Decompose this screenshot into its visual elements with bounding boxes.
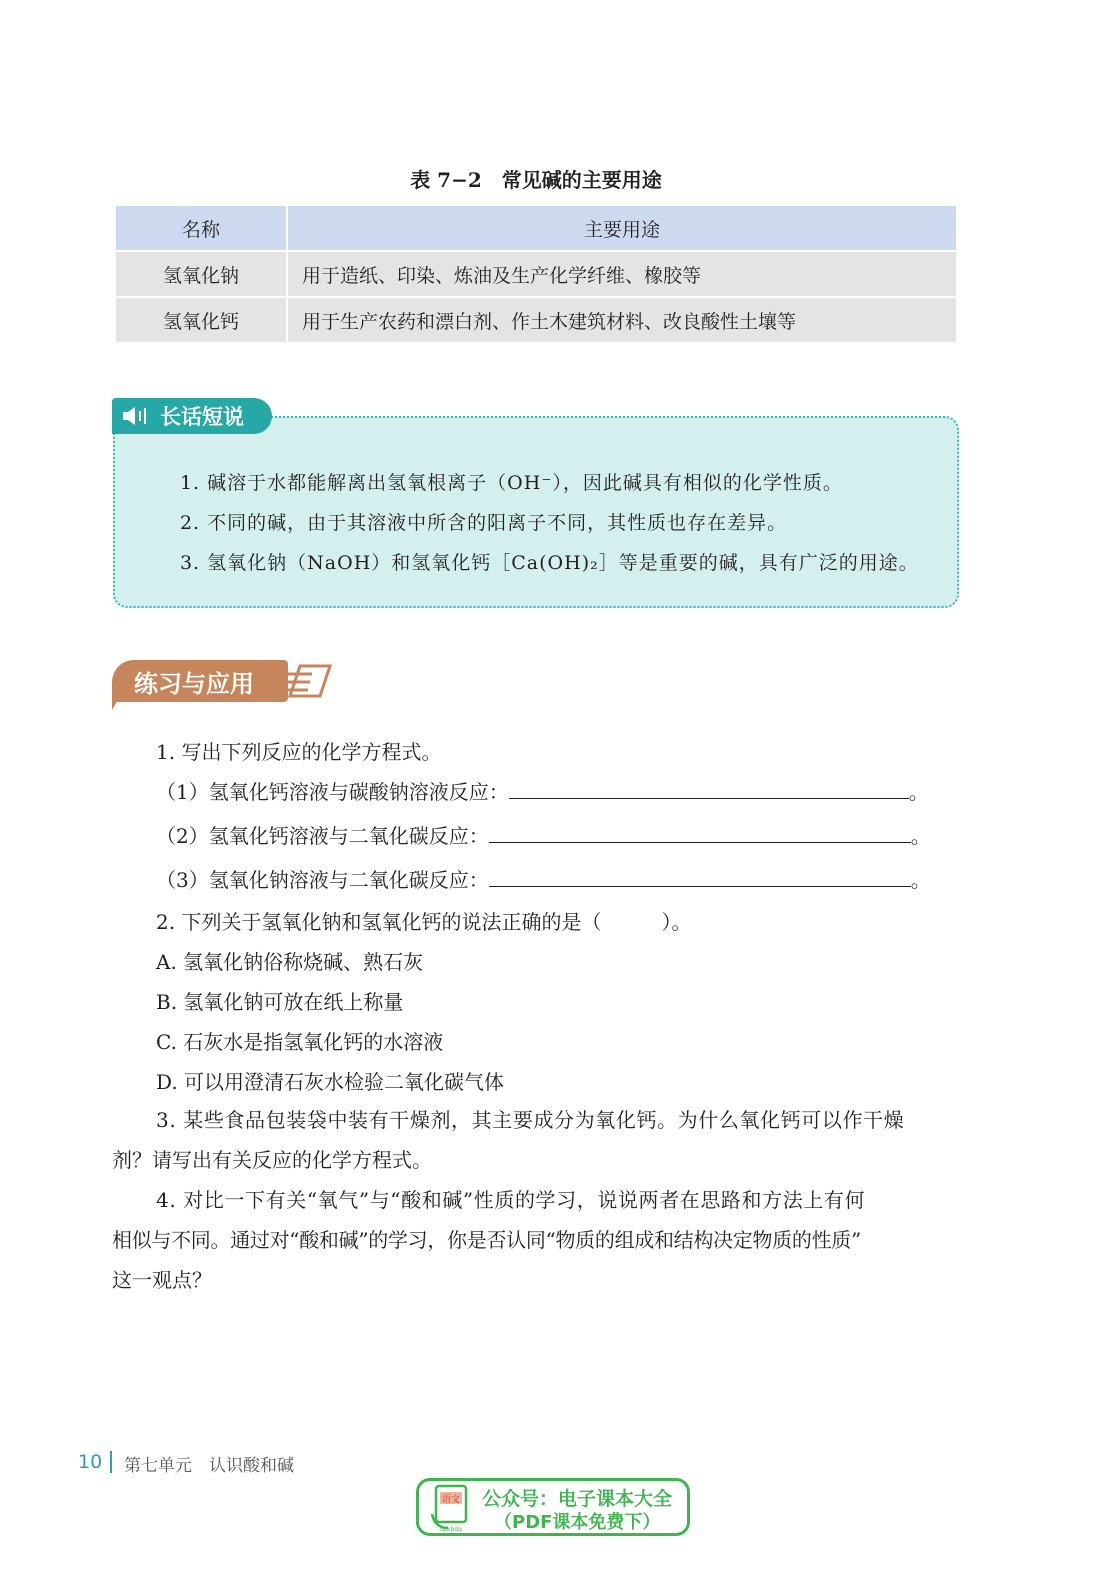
exercise-tab-tail [112,700,118,710]
table-row [115,297,957,343]
table-title: 表 7−2 常见碱的主要用途 [410,168,662,192]
logo-label: 语文 [441,1495,461,1505]
unit-title: 第七单元 认识酸和碱 [124,1456,294,1476]
logo-caption: dzkbdq [440,1526,462,1532]
question-3-line: 剂？请写出有关反应的化学方程式。 [112,1148,432,1172]
summary-tab-label: 长话短说 [160,405,244,429]
question-2: 2. 下列关于氢氧化钠和氢氧化钙的说法正确的是（ ）。 [156,910,692,934]
summary-item: 3. 氢氧化钠（NaOH）和氢氧化钙［Ca(OH)₂］等是重要的碱，具有广泛的用途。 [180,552,919,574]
table-row [115,251,957,297]
part-text: （3）氢氧化钠溶液与二氧化碳反应： [156,868,489,892]
base-uses-table [114,204,958,344]
stamp-line-1: 公众号：电子课本大全 [482,1488,673,1510]
stamp-line-2: （PDF课本免费下） [494,1512,661,1533]
question-4-line: 相似与不同。通过对“酸和碱”的学习，你是否认同“物质的组成和结构决定物质的性质” [112,1228,861,1252]
page-number: 10 [78,1451,103,1473]
question-1: 1. 写出下列反应的化学方程式。 [156,740,442,764]
summary-tab [112,398,272,434]
end-mark: 。 [908,780,929,804]
speaker-icon [122,406,152,426]
summary-item: 1. 碱溶于水都能解离出氢氧根离子（OH⁻），因此碱具有相似的化学性质。 [180,472,843,494]
question-1-part [156,824,956,848]
footer-divider [110,1451,112,1473]
end-mark: 。 [910,868,931,892]
question-3-line: 3. 某些食品包装袋中装有干燥剂，其主要成分为氧化钙。为什么氧化钙可以作干燥 [156,1108,905,1132]
option-c: C. 石灰水是指氢氧化钙的水溶液 [156,1030,444,1054]
end-mark: 。 [910,824,931,848]
answer-blank[interactable] [489,824,911,843]
question-4-line: 这一观点？ [112,1268,212,1292]
option-d: D. 可以用澄清石灰水检验二氧化碳气体 [156,1070,505,1094]
exercise-tab [112,660,288,702]
answer-blank[interactable] [509,780,909,799]
answer-blank[interactable] [489,868,911,887]
cell-name: 氢氧化钙 [115,297,287,343]
book-logo-icon [428,1484,474,1532]
cell-use: 用于生产农药和漂白剂、作土木建筑材料、改良酸性土壤等 [287,297,957,343]
question-1-part [156,868,956,892]
part-text: （1）氢氧化钙溶液与碳酸钠溶液反应： [156,780,509,804]
list-lines-icon [286,664,332,698]
table-header-row [115,205,957,251]
question-4-line: 4. 对比一下有关“氧气”与“酸和碱”性质的学习，说说两者在思路和方法上有何 [156,1188,866,1212]
option-a: A. 氢氧化钠俗称烧碱、熟石灰 [156,950,424,974]
summary-item: 2. 不同的碱，由于其溶液中所含的阳离子不同，其性质也存在差异。 [180,512,788,534]
header-use: 主要用途 [287,205,957,251]
question-1-part [156,780,956,804]
exercise-tab-label: 练习与应用 [134,669,254,698]
option-b: B. 氢氧化钠可放在纸上称量 [156,990,404,1014]
header-name: 名称 [115,205,287,251]
cell-name: 氢氧化钠 [115,251,287,297]
part-text: （2）氢氧化钙溶液与二氧化碳反应： [156,824,489,848]
cell-use: 用于造纸、印染、炼油及生产化学纤维、橡胶等 [287,251,957,297]
